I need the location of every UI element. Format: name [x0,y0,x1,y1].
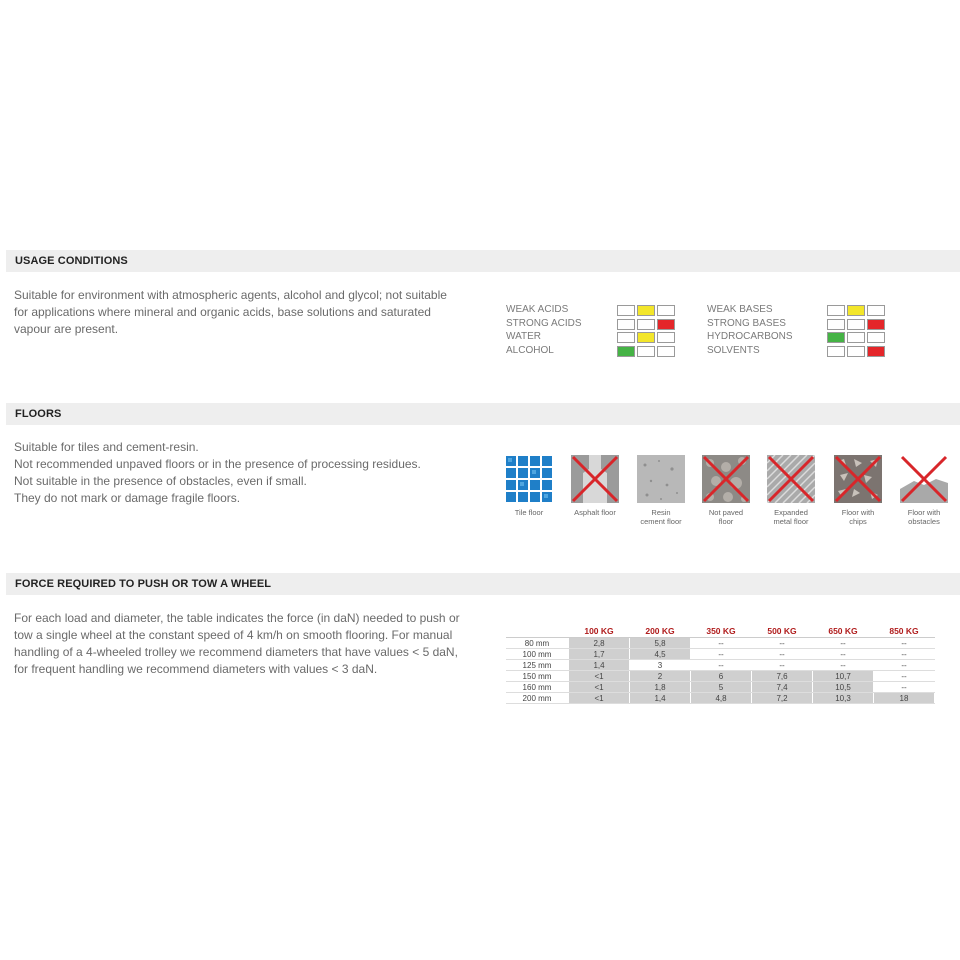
resistance-labels-left: WEAK ACIDS STRONG ACIDS WATER ALCOHOL [506,304,582,356]
force-text: For each load and diameter, the table indicates the force (in daN) needed to push or tow a single wheel at the constant speed of 4 km/h on smooth flooring. For manual handling of a 4-wheeled trolley we recommend diameters that have values < 5 daN, for frequent handling we recommend diameters with values < 3 daN. [14,611,460,676]
tile-floor-icon [505,455,553,503]
floor-caption: Tile floor [514,508,544,517]
floor-caption: Not paved floor [708,508,744,526]
usage-conditions-title: USAGE CONDITIONS [15,255,128,267]
floors-header [6,403,960,425]
floor-resin-cement [631,455,691,526]
resistance-labels-right: WEAK BASES STRONG BASES HYDROCARBONS SOLVENTS [707,304,793,356]
resistance-hydrocarbons [827,332,887,343]
resistance-strong-bases [827,319,887,330]
floor-not-paved [696,455,756,526]
table-row: 125 mm 1,4 3 -- -- -- -- [506,660,935,671]
chips-floor-icon [834,455,882,503]
expanded-metal-floor-icon [767,455,815,503]
unpaved-floor-icon [702,455,750,503]
resistance-alcohol [617,346,677,357]
force-header [6,573,960,595]
column-header: 100 KG [569,624,630,638]
column-header: 500 KG [752,624,813,638]
resistance-grid-right [827,305,887,359]
floor-expanded-metal [761,455,821,526]
floor-caption: Expanded metal floor [773,508,809,526]
table-row: 100 mm 1,7 4,5 -- -- -- -- [506,649,935,660]
column-header: 200 KG [630,624,691,638]
column-header: 650 KG [813,624,874,638]
asphalt-floor-icon [571,455,619,503]
table-row: 160 mm <1 1,8 5 7,4 10,5 -- [506,682,935,693]
obstacles-floor-icon [900,455,948,503]
usage-conditions-text: Suitable for environment with atmospheric agents, alcohol and glycol; not suitable for applications where mineral and organic acids, base solutions and saturated vapour are present. [14,288,447,336]
floor-caption: Floor with chips [841,508,875,526]
floors-text: Suitable for tiles and cement-resin. Not recommended unpaved floors or in the presence of processing residues. Not suitable in the presence of obstacles, even if small. They do not mark or damage fragile floors. [14,440,421,505]
resistance-water [617,332,677,343]
table-row: 80 mm 2,8 5,8 -- -- -- -- [506,638,935,649]
resistance-strong-acids [617,319,677,330]
column-header: 350 KG [691,624,752,638]
resin-cement-floor-icon [637,455,685,503]
usage-conditions-header [6,250,960,272]
floor-tile [499,455,559,517]
floor-with-obstacles [894,455,954,526]
force-table [506,624,935,704]
table-row: 200 mm <1 1,4 4,8 7,2 10,3 18 [506,693,935,704]
force-title: FORCE REQUIRED TO PUSH OR TOW A WHEEL [15,578,272,590]
force-table-header [506,624,935,638]
floor-caption: Asphalt floor [574,508,616,517]
floor-caption: Resin cement floor [640,508,682,526]
floor-with-chips [828,455,888,526]
floor-caption: Floor with obstacles [907,508,941,526]
resistance-grid-left [617,305,677,359]
resistance-solvents [827,346,887,357]
resistance-weak-acids [617,305,677,316]
resistance-weak-bases [827,305,887,316]
table-row: 150 mm <1 2 6 7,6 10,7 -- [506,671,935,682]
column-header: 850 KG [874,624,935,638]
floors-title: FLOORS [15,408,62,420]
floor-asphalt [565,455,625,517]
